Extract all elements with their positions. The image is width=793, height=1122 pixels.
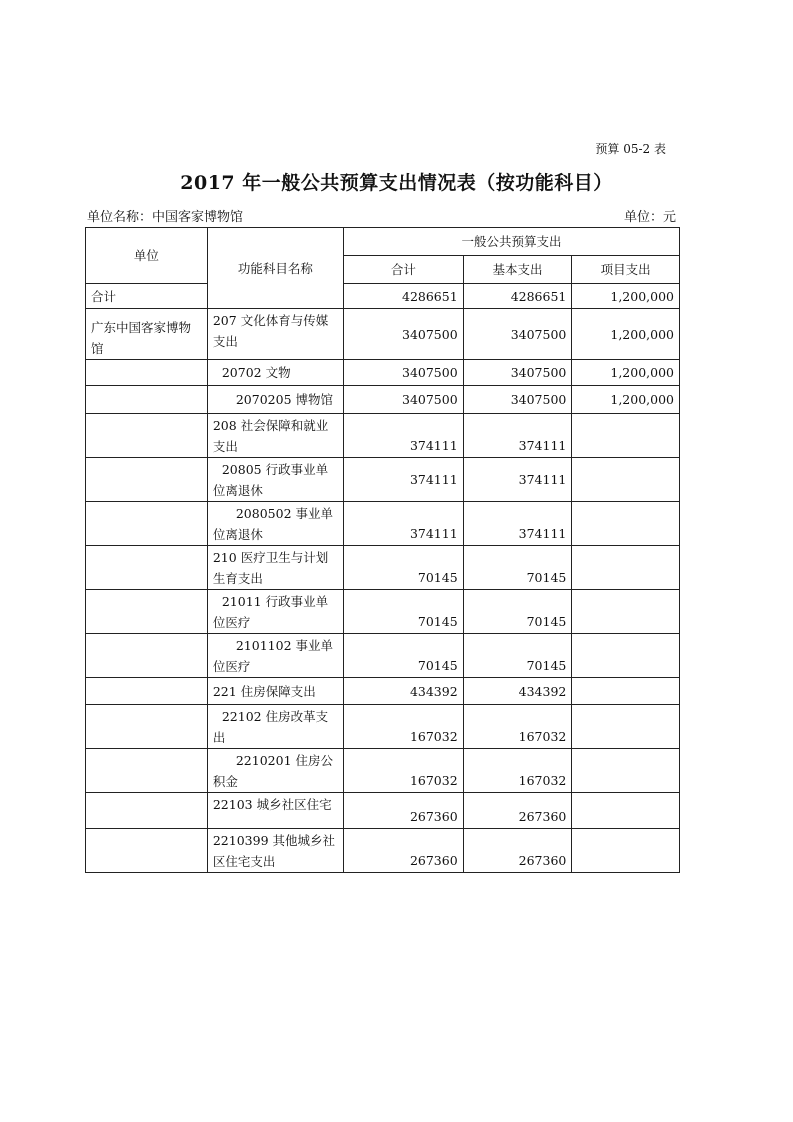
unit-name-label: 单位名称：中国客家博物馆 bbox=[87, 210, 244, 225]
header-unit: 单位 bbox=[86, 228, 208, 284]
cell-basic: 374111 bbox=[463, 414, 572, 458]
total-row-label: 合计 bbox=[86, 284, 208, 309]
unit-cell-empty bbox=[86, 386, 208, 414]
table-row bbox=[86, 414, 680, 458]
table-row bbox=[86, 705, 680, 749]
cell-basic: 167032 bbox=[463, 749, 572, 793]
cell-basic: 3407500 bbox=[463, 309, 572, 360]
cell-project bbox=[572, 458, 680, 502]
unit-cell-empty bbox=[86, 705, 208, 749]
form-number: 预算 05-2 表 bbox=[595, 142, 666, 156]
cell-total: 374111 bbox=[344, 502, 464, 546]
cell-project: 1,200,000 bbox=[572, 360, 680, 386]
page-title: 2017 年一般公共预算支出情况表（按功能科目） bbox=[180, 172, 613, 194]
function-item-name: 2080502 事业单 位离退休 bbox=[207, 502, 343, 546]
unit-cell-empty bbox=[86, 360, 208, 386]
function-item-name: 22102 住房改革支 出 bbox=[207, 705, 343, 749]
header-total: 合计 bbox=[344, 256, 464, 284]
cell-project bbox=[572, 634, 680, 678]
table-row bbox=[86, 502, 680, 546]
cell-total: 70145 bbox=[344, 546, 464, 590]
table-row bbox=[86, 793, 680, 829]
cell-total: 70145 bbox=[344, 590, 464, 634]
cell-project bbox=[572, 749, 680, 793]
function-item-name: 208 社会保障和就业 支出 bbox=[207, 414, 343, 458]
cell-project bbox=[572, 705, 680, 749]
cell-basic: 70145 bbox=[463, 546, 572, 590]
header-expenditure-group: 一般公共预算支出 bbox=[344, 228, 680, 256]
cell-total: 167032 bbox=[344, 749, 464, 793]
currency-unit-label: 单位：元 bbox=[623, 210, 676, 225]
cell-total: 3407500 bbox=[344, 386, 464, 414]
cell-total: 434392 bbox=[344, 678, 464, 705]
cell-basic: 374111 bbox=[463, 458, 572, 502]
cell-basic: 267360 bbox=[463, 829, 572, 873]
header-project: 项目支出 bbox=[572, 256, 680, 284]
function-item-name: 22103 城乡社区住宅 bbox=[207, 793, 343, 829]
unit-cell-empty bbox=[86, 793, 208, 829]
function-item-name: 2210201 住房公 积金 bbox=[207, 749, 343, 793]
function-item-name: 210 医疗卫生与计划 生育支出 bbox=[207, 546, 343, 590]
total-row-basic: 4286651 bbox=[463, 284, 572, 309]
cell-basic: 374111 bbox=[463, 502, 572, 546]
cell-total: 267360 bbox=[344, 793, 464, 829]
table-row bbox=[86, 634, 680, 678]
cell-basic: 3407500 bbox=[463, 386, 572, 414]
cell-basic: 167032 bbox=[463, 705, 572, 749]
function-item-name: 20805 行政事业单 位离退休 bbox=[207, 458, 343, 502]
total-row-total: 4286651 bbox=[344, 284, 464, 309]
cell-total: 70145 bbox=[344, 634, 464, 678]
cell-project bbox=[572, 414, 680, 458]
table-row bbox=[86, 458, 680, 502]
table-row bbox=[86, 749, 680, 793]
unit-cell-empty bbox=[86, 749, 208, 793]
table-row bbox=[86, 360, 680, 386]
cell-project: 1,200,000 bbox=[572, 309, 680, 360]
unit-cell-empty bbox=[86, 634, 208, 678]
function-item-name: 207 文化体育与传媒 支出 bbox=[207, 309, 343, 360]
function-item-name: 20702 文物 bbox=[207, 360, 343, 386]
header-function-name: 功能科目名称 bbox=[207, 228, 343, 309]
cell-basic: 434392 bbox=[463, 678, 572, 705]
cell-project bbox=[572, 546, 680, 590]
unit-cell-empty bbox=[86, 502, 208, 546]
cell-project bbox=[572, 590, 680, 634]
table-row bbox=[86, 829, 680, 873]
function-item-name: 221 住房保障支出 bbox=[207, 678, 343, 705]
budget-table bbox=[85, 227, 680, 873]
cell-basic: 70145 bbox=[463, 590, 572, 634]
cell-project bbox=[572, 793, 680, 829]
cell-total: 167032 bbox=[344, 705, 464, 749]
total-row-project: 1,200,000 bbox=[572, 284, 680, 309]
unit-cell-empty bbox=[86, 458, 208, 502]
function-item-name: 21011 行政事业单 位医疗 bbox=[207, 590, 343, 634]
cell-project bbox=[572, 678, 680, 705]
unit-cell-empty bbox=[86, 678, 208, 705]
cell-basic: 70145 bbox=[463, 634, 572, 678]
cell-total: 3407500 bbox=[344, 360, 464, 386]
table-row bbox=[86, 309, 680, 360]
table-row bbox=[86, 386, 680, 414]
cell-total: 374111 bbox=[344, 458, 464, 502]
function-item-name: 2101102 事业单 位医疗 bbox=[207, 634, 343, 678]
unit-name-cell: 广东中国客家博物馆 bbox=[86, 309, 208, 360]
table-row bbox=[86, 678, 680, 705]
unit-cell-empty bbox=[86, 829, 208, 873]
table-row bbox=[86, 546, 680, 590]
cell-total: 3407500 bbox=[344, 309, 464, 360]
unit-cell-empty bbox=[86, 414, 208, 458]
cell-project bbox=[572, 829, 680, 873]
table-row-total bbox=[86, 284, 680, 309]
cell-project: 1,200,000 bbox=[572, 386, 680, 414]
unit-cell-empty bbox=[86, 546, 208, 590]
cell-total: 267360 bbox=[344, 829, 464, 873]
cell-project bbox=[572, 502, 680, 546]
cell-total: 374111 bbox=[344, 414, 464, 458]
table-row bbox=[86, 590, 680, 634]
header-basic: 基本支出 bbox=[463, 256, 572, 284]
unit-cell-empty bbox=[86, 590, 208, 634]
cell-basic: 267360 bbox=[463, 793, 572, 829]
function-item-name: 2070205 博物馆 bbox=[207, 386, 343, 414]
function-item-name: 2210399 其他城乡社 区住宅支出 bbox=[207, 829, 343, 873]
cell-basic: 3407500 bbox=[463, 360, 572, 386]
